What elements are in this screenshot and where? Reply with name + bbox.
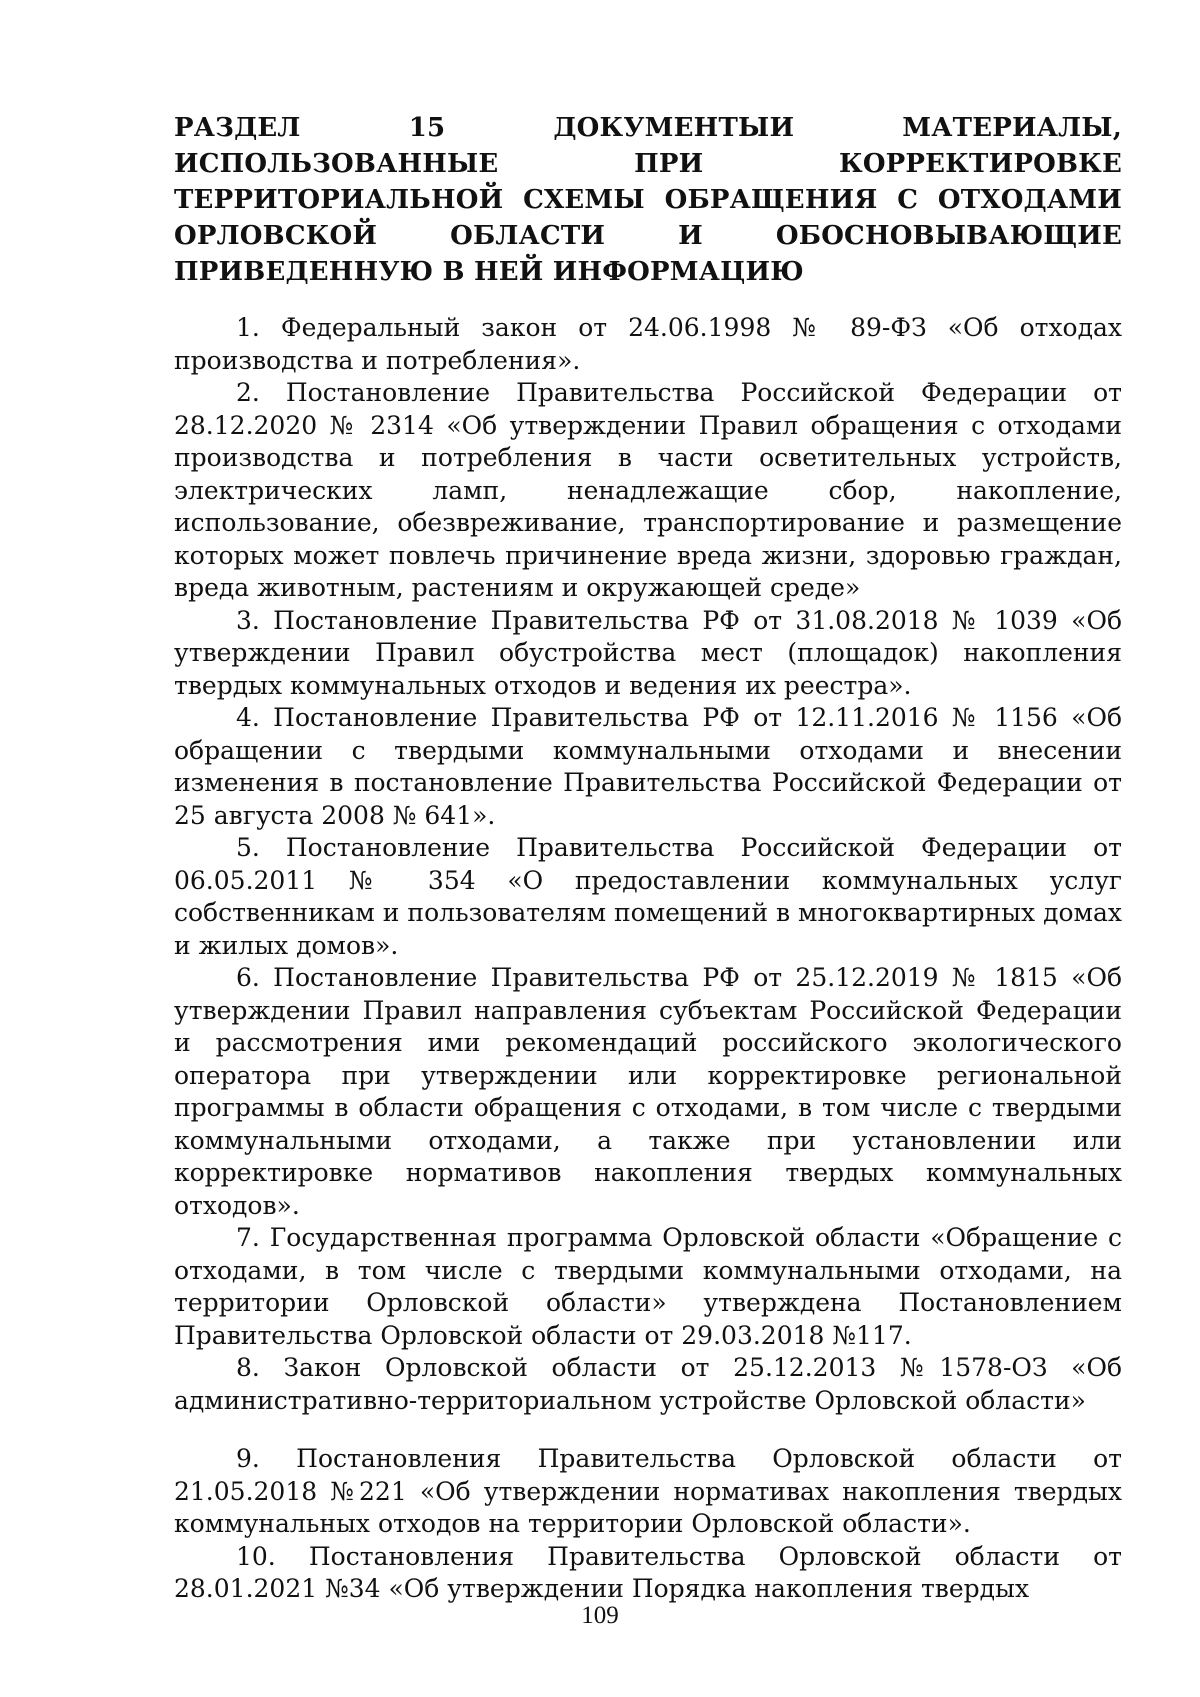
section-heading: РАЗДЕЛ 15 ДОКУМЕНТЫИ МАТЕРИАЛЫ, ИСПОЛЬЗОВАННЫЕ ПРИ КОРРЕКТИРОВКЕ ТЕРРИТОРИАЛЬНОЙ СХЕМЫ ОБРАЩЕНИЯ С ОТХОДАМИ ОРЛОВСКОЙ ОБЛАСТИ И ОБОСНОВЫВАЮЩИЕ ПРИВЕДЕННУЮ В НЕЙ ИНФОРМАЦИЮ xyxy=(174,113,1122,287)
list-item: 1. Федеральный закон от 24.06.1998 № 89-ФЗ «Об отходах производства и потребления». xyxy=(174,313,1122,375)
page-number: 109 xyxy=(581,1602,619,1629)
list-item: 4. Постановление Правительства РФ от 12.11.2016 № 1156 «Об обращении с твердыми коммунальными отходами и внесении изменения в постановление Правительства Российской Федерации от 25 августа 2008 № 641». xyxy=(174,703,1122,830)
list-item: 8. Закон Орловской области от 25.12.2013 №1578-ОЗ «Об административно-территориальном устройстве Орловской области» xyxy=(174,1353,1122,1415)
list-item: 5. Постановление Правительства Российской Федерации от 06.05.2011 № 354 «О предоставлении коммунальных услуг собственникам и пользователям помещений в многоквартирных домах и жилых домов». xyxy=(174,833,1122,960)
document-page xyxy=(174,110,1122,1606)
list-item: 9. Постановления Правительства Орловской области от 21.05.2018 №221 «Об утверждении нормативах накопления твердых коммунальных отходов на территории Орловской области». xyxy=(174,1444,1122,1538)
list-item: 3. Постановление Правительства РФ от 31.08.2018 № 1039 «Об утверждении Правил обустройства мест (площадок) накопления твердых коммунальных отходов и ведения их реестра». xyxy=(174,605,1122,700)
list-item: 2. Постановление Правительства Российской Федерации от 28.12.2020 № 2314 «Об утверждении Правил обращения с отходами производства и потребления в части осветительных устройств, электрических ламп, ненадлежащие сбор, накопление, использование, обезвреживание, транспортирование и размещение которых может повлечь причинение вреда жизни, здоровью граждан, вреда животным, растениям и окружающей среде» xyxy=(174,378,1122,602)
list-item: 6. Постановление Правительства РФ от 25.12.2019 № 1815 «Об утверждении Правил направления субъектам Российской Федерации и рассмотрения ими рекомендаций российского экологического оператора при утверждении или корректировке региональной программы в области обращения с отходами, в том числе с твердыми коммунальными отходами, а также при установлении или корректировке нормативов накопления твердых коммунальных отходов». xyxy=(174,963,1122,1220)
list-item: 7. Государственная программа Орловской области «Обращение с отходами, в том числе с твердыми коммунальными отходами, на территории Орловской области» утверждена Постановлением Правительства Орловской области от 29.03.2018 №117. xyxy=(174,1223,1122,1350)
reference-list xyxy=(174,312,1122,1606)
list-item: 10. Постановления Правительства Орловской области от 28.01.2021 №34 «Об утверждении Порядка накопления твердых xyxy=(174,1541,1122,1603)
